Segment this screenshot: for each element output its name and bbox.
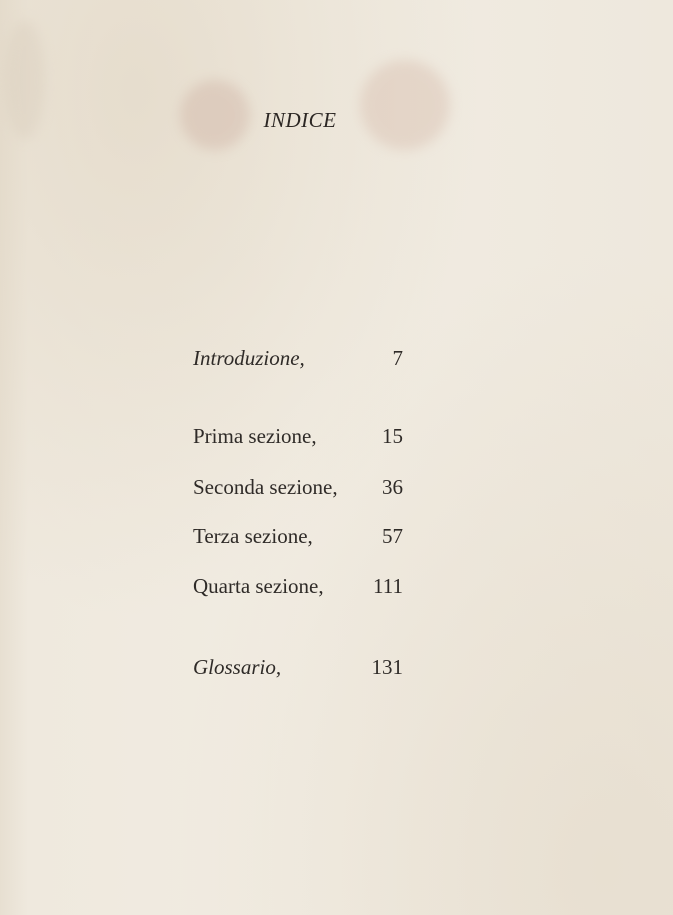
toc-entry-label: Introduzione, (193, 346, 305, 370)
toc-entry-terza-sezione (193, 524, 403, 554)
toc-entry-introduzione (193, 346, 403, 376)
toc-entry-page-number: 36 (382, 475, 403, 499)
toc-entry-seconda-sezione (193, 475, 403, 505)
toc-entry-label: Quarta sezione, (193, 574, 324, 598)
page-title: INDICE (263, 108, 337, 132)
toc-entry-label: Terza sezione, (193, 524, 313, 548)
toc-entry-label: Glossario, (193, 655, 282, 679)
toc-entry-page-number: 131 (371, 655, 403, 679)
toc-entry-page-number: 15 (382, 424, 403, 448)
toc-entry-page-number: 7 (392, 346, 403, 370)
toc-entry-glossario (193, 655, 403, 685)
toc-entry-quarta-sezione (193, 574, 403, 604)
toc-entry-page-number: 111 (373, 574, 403, 598)
toc-entry-page-number: 57 (382, 524, 403, 548)
toc-entry-prima-sezione (193, 424, 403, 454)
toc-entry-label: Seconda sezione, (193, 475, 338, 499)
toc-entry-label: Prima sezione, (193, 424, 317, 448)
paper-stain (360, 60, 450, 150)
